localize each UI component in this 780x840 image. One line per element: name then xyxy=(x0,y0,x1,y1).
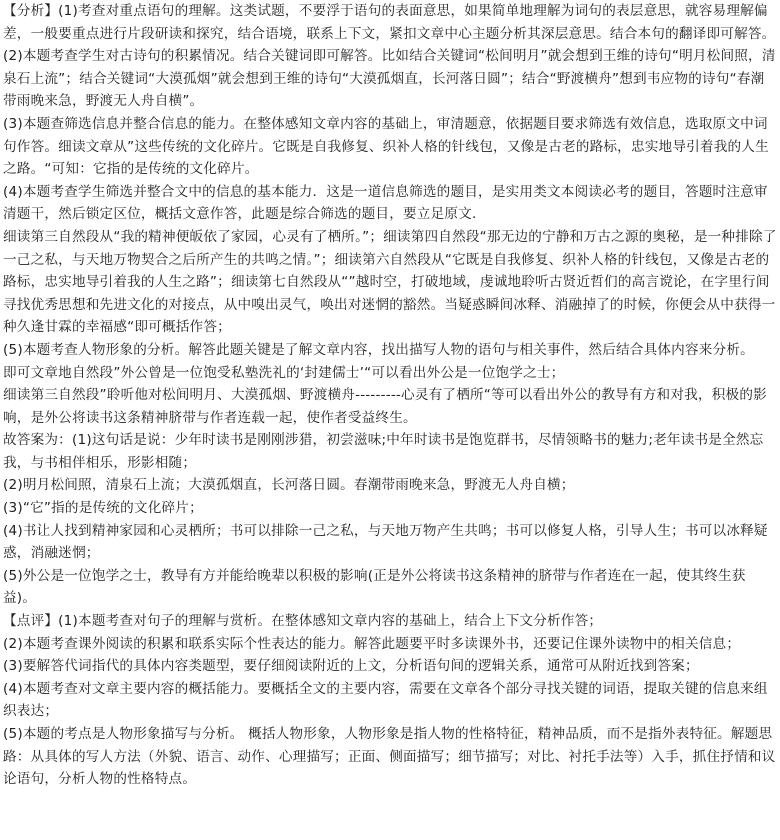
analysis-paragraph-7: 即可文章地自然段”外公曾是一位饱受私塾洗礼的‘封建儒士’“可以看出外公是一位饱学之士； xyxy=(3,364,565,381)
answer-paragraph-4: (4)书让人找到精神家园和心灵栖所；书可以排除一己之私，与天地万物产生共鸣；书可以修复人格，引导人生；书可以冰释疑惑，消融迷惘； xyxy=(3,522,768,562)
analysis-paragraph-1: 【分析】(1)考查对重点语句的理解。这类试题，不要浮于语句的表面意思，如果简单地理解为词句的表层意思，就容易理解偏差，一般要重点进行片段研读和探究，结合语境，联系上下文，紧扣文章中心主题分析其深层意思。结合本句的翻译即可解答。 xyxy=(3,3,776,42)
analysis-paragraph-2: (2)本题考查学生对古诗句的积累情况。结合关键词即可解答。比如结合关键词“松间明月”就会想到王维的诗句“明月松间照，清泉石上流”；结合关键词“大漠孤烟”就会想到王维的诗句“大漠孤烟直，长河落日圆”；结合“野渡横舟”想到韦应物的诗句“春潮带雨晚来急，野渡无人舟自横”。 xyxy=(3,48,776,110)
analysis-paragraph-3: (3)本题查筛选信息并整合信息的能力。在整体感知文章内容的基础上，审清题意，依据题目要求筛选有效信息，选取原文中词句作答。细读文章从”这些传统的文化碎片。它既是自我修复、织补人格的针线包，又像是古老的路标，忠实地导引着我的人生之路。“可知：它指的是传统的文化碎片。 xyxy=(3,115,769,178)
analysis-paragraph-8: 细读第三自然段”聆听他对松间明月、大漠孤烟、野渡横舟---------心灵有了栖所“等可以看出外公的教导有方和对我，积极的影响，是外公将读书这条精神脐带与作者连载一起，使作者受益终生。 xyxy=(3,387,767,426)
comment-paragraph-2: (2)本题考查课外阅读的积累和联系实际个性表达的能力。解答此题要平时多读课外书，还要记住课外读物中的相关信息； xyxy=(3,635,741,652)
comment-paragraph-1: 【点评】(1)本题考查对句子的理解与赏析。在整体感知文章内容的基础上，结合上下文分析作答； xyxy=(3,613,603,630)
answer-paragraph-3: (3)“它”指的是传统的文化碎片； xyxy=(3,500,203,517)
answer-paragraph-5: (5)外公是一位饱学之士，教导有方并能给晚辈以积极的影响(正是外公将读书这条精神的脐带与作者连在一起，使其终生获益)。 xyxy=(3,567,746,607)
comment-paragraph-5: (5)本题的考点是人物形象描写与分析。 概括人物形象，人物形象是指人物的性格特征，精神品质，而不是指外表特征。解题思路：从具体的写人方法（外貌、语言、动作、心理描写；正面、侧面描写；细节描写；对比、衬托手法等）入手，抓住抒情和议论语句，分析人物的性格特点。 xyxy=(3,726,776,788)
answer-paragraph-2: (2)明月松间照，清泉石上流；大漠孤烟直，长河落日圆。春潮带雨晚来急，野渡无人舟自横； xyxy=(3,477,575,494)
answer-paragraph-1: 故答案为：(1)这句话是说：少年时读书是刚刚涉猎，初尝滋味;中年时读书是饱览群书，尽情领略书的魅力;老年读书是全然忘我，与书相伴相乐，形影相随； xyxy=(3,432,764,471)
analysis-paragraph-6: (5)本题考查人物形象的分析。解答此题关键是了解文章内容，找出描写人物的语句与相关事件，然后结合具体内容来分析。 xyxy=(3,341,754,358)
comment-paragraph-4: (4)本题考查对文章主要内容的概括能力。要概括全文的主要内容，需要在文章各个部分寻找关键的词语，提取关键的信息来组织表达； xyxy=(3,680,768,720)
comment-paragraph-3: (3)要解答代词指代的具体内容类题型，要仔细阅读附近的上文，分析语句间的逻辑关系，通常可从附近找到答案； xyxy=(3,658,699,675)
analysis-paragraph-5: 细读第三自然段从“我的精神便皈依了家园，心灵有了栖所。”；细读第四自然段“那无边的宁静和万古之源的奥秘，是一种排除了一己之私，与天地万物契合之后所产生的共鸣之情。”；细读第六自然段从“它既是自我修复、织补人格的针线包，又像是古老的路标，忠实地导引着我的人生之路”；细读第七自然段从“”越时空，打破地域，虔诚地聆听古贤近哲们的高言谠论，在字里行间寻找优秀思想和先进文化的对接点，从中嗅出灵气，唤出对迷惘的豁然。当疑惑瞬间冰释、消融掉了的时候，你便会从中获得一种久逢甘霖的幸福感“即可概括作答； xyxy=(3,228,777,336)
analysis-paragraph-4: (4)本题考查学生筛选并整合文中的信息的基本能力．这是一道信息筛选的题目，是实用类文本阅读必考的题目，答题时注意审清题干，然后锁定区位，概括文意作答，此题是综合筛选的题目，要立足原文. xyxy=(3,183,768,223)
